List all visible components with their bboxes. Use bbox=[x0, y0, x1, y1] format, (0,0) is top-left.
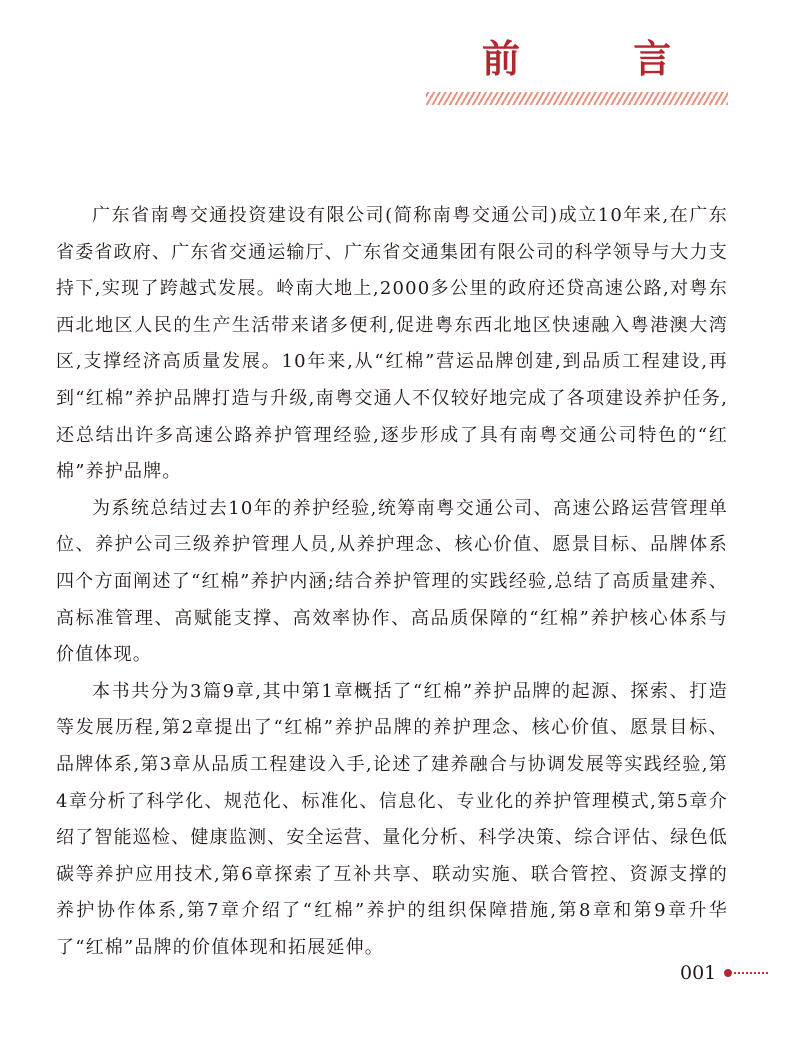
page-footer bbox=[680, 958, 768, 988]
paragraph: 本书共分为3篇9章,其中第1章概括了“红棉”养护品牌的起源、探索、打造等发展历程,第2章提出了“红棉”养护品牌的养护理念、核心价值、愿景目标、品牌体系,第3章从品质工程建设入手,论述了建养融合与协调发展等实践经验,第4章分析了科学化、规范化、标准化、信息化、专业化的养护管理模式,第5章介绍了智能巡检、健康监测、安全运营、量化分析、科学决策、综合评估、绿色低碳等养护应用技术,第6章探索了互补共享、联动实施、联合管控、资源支撑的养护协作体系,第7章介绍了“红棉”养护的组织保障措施,第8章和第9章升华了“红棉”品牌的价值体现和拓展延伸。 bbox=[56, 680, 728, 958]
paragraph: 广东省南粤交通投资建设有限公司(简称南粤交通公司)成立10年来,在广东省委省政府、广东省交通运输厅、广东省交通集团有限公司的科学领导与大力支持下,实现了跨越式发展。岭南大地上,2000多公里的政府还贷高速公路,对粤东西北地区人民的生产生活带来诸多便利,促进粤东西北地区快速融入粤港澳大湾区,支撑经济高质量发展。10年来,从“红棉”营运品牌创建,到品质工程建设,再到“红棉”养护品牌打造与升级,南粤交通人不仅较好地完成了各项建设养护任务,还总结出许多高速公路养护管理经验,逐步形成了具有南粤交通公司特色的“红棉”养护品牌。 bbox=[56, 205, 728, 483]
title-decorative-stripe bbox=[426, 92, 728, 105]
body-text bbox=[56, 198, 728, 966]
bullet-dot-icon bbox=[724, 969, 732, 977]
page-number: 001 bbox=[680, 962, 717, 984]
paragraph: 为系统总结过去10年的养护经验,统筹南粤交通公司、高速公路运营管理单位、养护公司三级养护管理人员,从养护理念、核心价值、愿景目标、品牌体系四个方面阐述了“红棉”养护内涵;结合养护管理的实践经验,总结了高质量建养、高标准管理、高赋能支撑、高效率协作、高品质保障的“红棉”养护核心体系与价值体现。 bbox=[56, 497, 728, 666]
page-title: 前 言 bbox=[482, 37, 722, 81]
dotted-line-decoration bbox=[734, 972, 768, 974]
